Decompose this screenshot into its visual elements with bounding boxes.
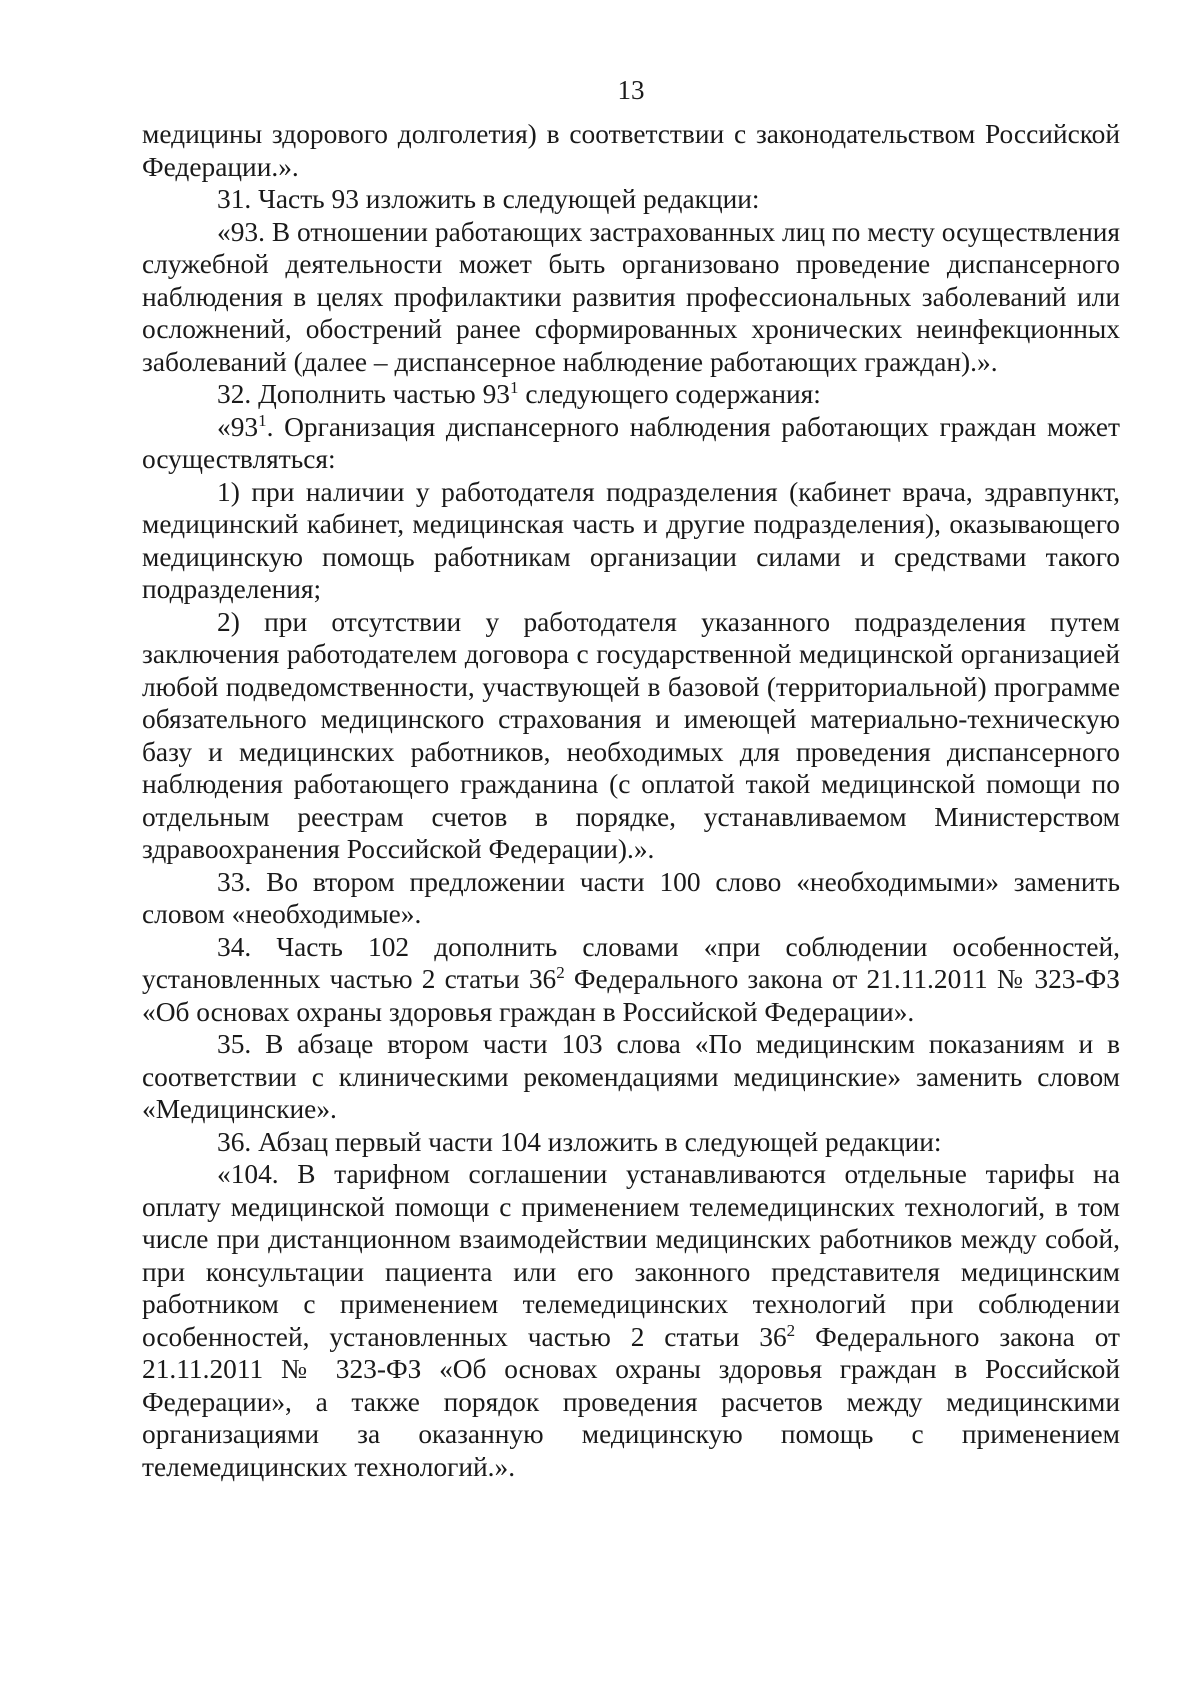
paragraph-item-34-text-a: 34. Часть 102 дополнить словами «при соблюдении особенностей, установленных частью 2 статьи 36	[142, 931, 1120, 994]
superscript: 1	[510, 378, 519, 397]
paragraph-subitem-1: 1) при наличии у работодателя подразделения (кабинет врача, здравпункт, медицинский кабинет, медицинская часть и другие подразделения), оказывающего медицинскую помощь работникам организации силами и средствами такого подразделения;	[142, 476, 1120, 604]
paragraph-part-93-1-text-a: «93	[217, 411, 259, 442]
paragraph-item-32-text-a: 32. Дополнить частью 93	[217, 379, 511, 409]
superscript: 2	[786, 1320, 796, 1340]
paragraph-part-104-text	[142, 1158, 1120, 1483]
page-number: 13	[617, 75, 645, 105]
superscript: 2	[556, 963, 565, 982]
paragraph-part-93-text: «93. В отношении работающих застрахованных лиц по месту осуществления служебной деятельности может быть организовано проведение диспансерного наблюдения в целях профилактики развития профессиональных заболеваний или осложнений, обострений ранее сформированных хронических неинфекционных заболеваний (далее – диспансерное наблюдение работающих граждан).».	[142, 216, 1120, 377]
superscript: 1	[258, 410, 267, 430]
paragraph-part-104-text-a: «104. В тарифном соглашении устанавливаются отдельные тарифы на оплату медицинской помощи с применением телемедицинских технологий, в том числе при дистанционном взаимодействии медицинских работников между собой, при консультации пациента или его законного представителя медицинским работником с применением телемедицинских технологий при соблюдении особенностей, установленных частью 2 статьи 36	[142, 1159, 1120, 1352]
paragraph-item-31: 31. Часть 93 изложить в следующей редакции:	[217, 184, 760, 214]
document-body	[142, 118, 1120, 1483]
paragraph-item-34-text-b: Федерального закона от 21.11.2011 № 323-ФЗ «Об основах охраны здоровья граждан в Российской Федерации».	[142, 964, 1120, 1027]
paragraph-subitem-2: 2) при отсутствии у работодателя указанного подразделения путем заключения работодателем договора с государственной медицинской организацией любой подведомственности, участвующей в базовой (территориальной) программе обязательного медицинского страхования и имеющей материально-техническую базу и медицинских работников, необходимых для проведения диспансерного наблюдения работающего гражданина (с оплатой такой медицинской помощи по отдельным реестрам счетов в порядке, устанавливаемом Министерством здравоохранения Российской Федерации).».	[142, 606, 1120, 864]
paragraph-item-35: 35. В абзаце втором части 103 слова «По медицинским показаниям и в соответствии с клиническими рекомендациями медицинские» заменить словом «Медицинские».	[142, 1029, 1120, 1124]
paragraph-item-34	[142, 931, 1120, 1029]
paragraph-item-36: 36. Абзац первый части 104 изложить в следующей редакции:	[217, 1126, 942, 1157]
paragraph-part-93-1-text-b: . Организация диспансерного наблюдения работающих граждан может осуществляться:	[142, 411, 1120, 474]
paragraph-item-32	[142, 378, 1120, 411]
paragraph-part-104-text-b: Федерального закона от 21.11.2011 № 323-ФЗ «Об основах охраны здоровья граждан в Российской Федерации», а также порядок проведения расчетов между медицинскими организациями за оказанную медицинскую помощь с применением телемедицинских технологий.».	[142, 1321, 1121, 1482]
paragraph-item-32-text-b: следующего содержания:	[518, 379, 821, 409]
paragraph-continuation: медицины здорового долголетия) в соответствии с законодательством Российской Федерации.».	[142, 119, 1120, 182]
paragraph-part-93-1-text	[142, 411, 1120, 476]
paragraph-item-33: 33. Во втором предложении части 100 слово «необходимыми» заменить словом «необходимые».	[142, 866, 1120, 929]
